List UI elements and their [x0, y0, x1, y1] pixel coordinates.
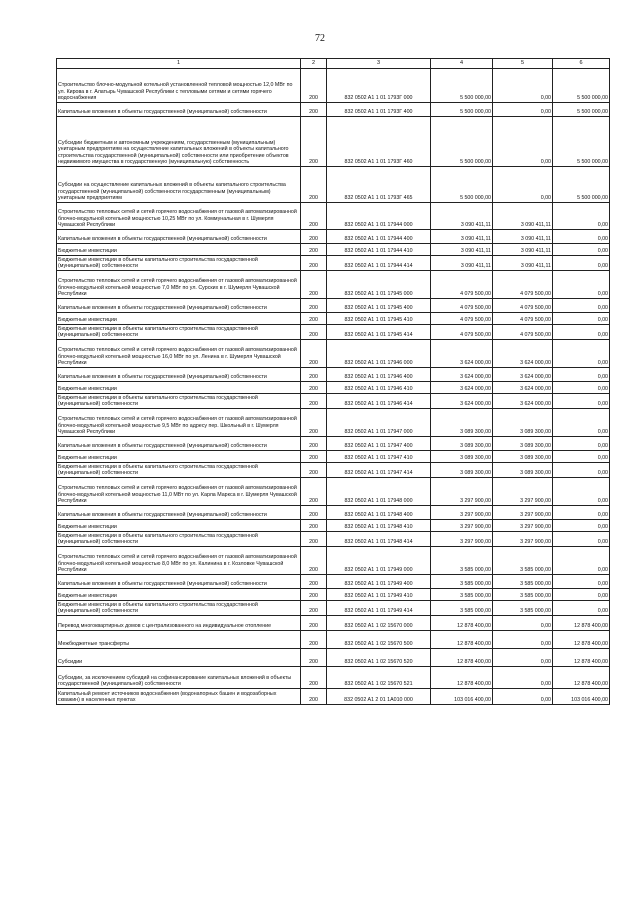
row-amount-federal-cell: 0,00 — [493, 631, 553, 649]
row-admin-cell: 200 — [301, 271, 327, 299]
row-code-cell: 832 0502 A1 1 02 15670 000 — [327, 616, 431, 631]
row-amount-federal-cell: 3 297 900,00 — [493, 478, 553, 506]
row-amount-republic-cell: 0,00 — [553, 575, 610, 589]
row-name-cell: Бюджетные инвестиции — [57, 313, 301, 325]
table-row — [57, 451, 610, 463]
table-row — [57, 689, 610, 705]
row-admin-cell: 200 — [301, 631, 327, 649]
row-admin-cell: 200 — [301, 478, 327, 506]
table-row — [57, 271, 610, 299]
row-admin-cell: 200 — [301, 368, 327, 382]
row-amount-total-cell: 3 297 900,00 — [431, 532, 493, 547]
row-name-cell: Субсидии — [57, 649, 301, 667]
row-amount-republic-cell: 0,00 — [553, 244, 610, 256]
row-admin-cell: 200 — [301, 689, 327, 705]
row-amount-total-cell: 12 878 400,00 — [431, 649, 493, 667]
row-amount-total-cell: 4 079 500,00 — [431, 299, 493, 313]
row-amount-republic-cell: 5 500 000,00 — [553, 117, 610, 167]
row-amount-republic-cell: 0,00 — [553, 271, 610, 299]
row-amount-federal-cell: 3 090 411,11 — [493, 244, 553, 256]
table-row — [57, 532, 610, 547]
table-row — [57, 506, 610, 520]
row-amount-federal-cell: 4 079 500,00 — [493, 325, 553, 340]
row-name-cell: Строительство тепловых сетей и сетей горячего водоснабжения от газовой автоматизированной блочно-модульной котельной мощностью 10,25 МВт по ул. Коммунальная в г. Шумерля Чувашской Республики — [57, 203, 301, 230]
row-code-cell: 832 0502 A1 1 01 17948 414 — [327, 532, 431, 547]
row-admin-cell: 200 — [301, 649, 327, 667]
row-amount-total-cell: 3 297 900,00 — [431, 520, 493, 532]
row-code-cell: 832 0502 A1 1 01 1793Г 460 — [327, 117, 431, 167]
row-amount-federal-cell: 0,00 — [493, 69, 553, 103]
row-name-cell: Капитальные вложения в объекты государственной (муниципальной) собственности — [57, 299, 301, 313]
row-code-cell: 832 0502 A1 1 01 17947 410 — [327, 451, 431, 463]
row-amount-republic-cell: 0,00 — [553, 325, 610, 340]
row-name-cell: Строительство тепловых сетей и сетей горячего водоснабжения от газовой автоматизированной блочно-модульной котельной мощностью 16,0 МВт по ул. Ленина в г. Шумерля Чувашской Республики — [57, 340, 301, 368]
table-row — [57, 463, 610, 478]
row-name-cell: Строительство блочно-модульной котельной установленной тепловой мощностью 12,0 МВт по ул. Кирова в г. Алатырь Чувашской Республики с тепловыми сетями и сетями горячего водоснабжения — [57, 69, 301, 103]
row-amount-total-cell: 3 624 000,00 — [431, 368, 493, 382]
row-amount-federal-cell: 3 624 000,00 — [493, 382, 553, 394]
row-name-cell: Бюджетные инвестиции — [57, 451, 301, 463]
row-amount-republic-cell: 12 878 400,00 — [553, 649, 610, 667]
row-name-cell: Строительство тепловых сетей и сетей горячего водоснабжения от газовой автоматизированной блочно-модульной котельной мощностью 7,0 МВт по ул. Сурских в г. Шумерля Чувашской Республики — [57, 271, 301, 299]
row-admin-cell: 200 — [301, 299, 327, 313]
row-amount-federal-cell: 3 624 000,00 — [493, 340, 553, 368]
row-amount-total-cell: 3 585 000,00 — [431, 575, 493, 589]
row-amount-republic-cell: 5 500 000,00 — [553, 167, 610, 203]
row-amount-total-cell: 3 297 900,00 — [431, 478, 493, 506]
row-amount-total-cell: 3 089 300,00 — [431, 451, 493, 463]
row-amount-federal-cell: 3 090 411,11 — [493, 256, 553, 271]
column-header: 3 — [327, 59, 431, 69]
table-row — [57, 69, 610, 103]
row-amount-total-cell: 3 297 900,00 — [431, 506, 493, 520]
row-code-cell: 832 0502 A1 1 01 1793Г 000 — [327, 69, 431, 103]
row-amount-federal-cell: 0,00 — [493, 167, 553, 203]
row-amount-federal-cell: 3 297 900,00 — [493, 520, 553, 532]
row-amount-total-cell: 3 624 000,00 — [431, 340, 493, 368]
table-row — [57, 203, 610, 230]
row-name-cell: Бюджетные инвестиции — [57, 589, 301, 601]
row-admin-cell: 200 — [301, 167, 327, 203]
row-amount-total-cell: 4 079 500,00 — [431, 271, 493, 299]
row-amount-federal-cell: 0,00 — [493, 103, 553, 117]
row-admin-cell: 200 — [301, 463, 327, 478]
row-code-cell: 832 0502 A1 1 01 17945 410 — [327, 313, 431, 325]
column-number-row — [57, 59, 610, 69]
row-amount-federal-cell: 3 089 300,00 — [493, 451, 553, 463]
row-name-cell: Субсидии на осуществление капитальных вложений в объекты капитального строительства государственной (муниципальной) собственности государственным (муниципальным) унитарным предприятиям — [57, 167, 301, 203]
table-row — [57, 631, 610, 649]
row-code-cell: 832 0502 A1 1 01 17946 414 — [327, 394, 431, 409]
row-amount-federal-cell: 4 079 500,00 — [493, 299, 553, 313]
row-amount-republic-cell: 0,00 — [553, 478, 610, 506]
page-number: 72 — [315, 33, 325, 44]
row-admin-cell: 200 — [301, 340, 327, 368]
row-amount-republic-cell: 0,00 — [553, 256, 610, 271]
row-code-cell: 832 0502 A1 1 01 17944 414 — [327, 256, 431, 271]
row-admin-cell: 200 — [301, 409, 327, 437]
row-code-cell: 832 0502 A1 1 01 17946 000 — [327, 340, 431, 368]
row-amount-federal-cell: 4 079 500,00 — [493, 271, 553, 299]
column-header: 4 — [431, 59, 493, 69]
row-amount-total-cell: 3 090 411,11 — [431, 244, 493, 256]
table-row — [57, 409, 610, 437]
table-body — [57, 69, 610, 705]
table-row — [57, 167, 610, 203]
row-amount-federal-cell: 4 079 500,00 — [493, 313, 553, 325]
row-name-cell: Бюджетные инвестиции в объекты капитального строительства государственной (муниципальной) собственности — [57, 256, 301, 271]
row-name-cell: Бюджетные инвестиции в объекты капитального строительства государственной (муниципальной) собственности — [57, 601, 301, 616]
row-code-cell: 832 0502 A1 1 01 17944 000 — [327, 203, 431, 230]
row-code-cell: 832 0502 A1 1 01 1793Г 465 — [327, 167, 431, 203]
row-amount-federal-cell: 0,00 — [493, 616, 553, 631]
row-code-cell: 832 0502 A1 1 02 15670 500 — [327, 631, 431, 649]
row-amount-total-cell: 3 089 300,00 — [431, 437, 493, 451]
row-admin-cell: 200 — [301, 313, 327, 325]
row-amount-federal-cell: 0,00 — [493, 117, 553, 167]
row-amount-republic-cell: 0,00 — [553, 451, 610, 463]
row-admin-cell: 200 — [301, 506, 327, 520]
row-amount-total-cell: 5 500 000,00 — [431, 103, 493, 117]
table-row — [57, 547, 610, 575]
row-admin-cell: 200 — [301, 451, 327, 463]
row-code-cell: 832 0502 A1 1 02 15670 521 — [327, 667, 431, 689]
row-amount-republic-cell: 0,00 — [553, 409, 610, 437]
row-amount-total-cell: 12 878 400,00 — [431, 631, 493, 649]
row-amount-republic-cell: 0,00 — [553, 382, 610, 394]
row-amount-federal-cell: 3 585 000,00 — [493, 547, 553, 575]
row-amount-federal-cell: 3 089 300,00 — [493, 463, 553, 478]
row-admin-cell: 200 — [301, 394, 327, 409]
row-admin-cell: 200 — [301, 244, 327, 256]
row-amount-republic-cell: 0,00 — [553, 368, 610, 382]
row-admin-cell: 200 — [301, 601, 327, 616]
row-amount-federal-cell: 3 585 000,00 — [493, 601, 553, 616]
row-admin-cell: 200 — [301, 230, 327, 244]
table-row — [57, 394, 610, 409]
table-row — [57, 649, 610, 667]
row-admin-cell: 200 — [301, 69, 327, 103]
row-amount-republic-cell: 0,00 — [553, 299, 610, 313]
row-name-cell: Бюджетные инвестиции — [57, 382, 301, 394]
row-amount-republic-cell: 0,00 — [553, 506, 610, 520]
row-admin-cell: 200 — [301, 520, 327, 532]
table-row — [57, 103, 610, 117]
row-admin-cell: 200 — [301, 325, 327, 340]
table-row — [57, 382, 610, 394]
row-amount-republic-cell: 0,00 — [553, 313, 610, 325]
row-amount-federal-cell: 3 624 000,00 — [493, 368, 553, 382]
row-amount-republic-cell: 0,00 — [553, 520, 610, 532]
row-code-cell: 832 0502 A1 1 01 17949 414 — [327, 601, 431, 616]
row-code-cell: 832 0502 A1 1 01 17949 000 — [327, 547, 431, 575]
row-amount-total-cell: 5 500 000,00 — [431, 117, 493, 167]
row-amount-republic-cell: 0,00 — [553, 463, 610, 478]
row-amount-total-cell: 3 089 300,00 — [431, 463, 493, 478]
row-code-cell: 832 0502 A1 1 01 17948 000 — [327, 478, 431, 506]
table-row — [57, 589, 610, 601]
row-name-cell: Субсидии, за исключением субсидий на софинансирование капитальных вложений в объекты государственной (муниципальной) собственности — [57, 667, 301, 689]
row-code-cell: 832 0502 A1 2 01 1A010 000 — [327, 689, 431, 705]
row-amount-total-cell: 3 090 411,11 — [431, 230, 493, 244]
table-row — [57, 230, 610, 244]
column-header: 2 — [301, 59, 327, 69]
row-amount-total-cell: 3 090 411,11 — [431, 203, 493, 230]
row-amount-republic-cell: 0,00 — [553, 601, 610, 616]
row-amount-republic-cell: 0,00 — [553, 532, 610, 547]
row-amount-federal-cell: 3 585 000,00 — [493, 589, 553, 601]
row-code-cell: 832 0502 A1 1 01 17947 400 — [327, 437, 431, 451]
row-code-cell: 832 0502 A1 1 01 17945 000 — [327, 271, 431, 299]
row-amount-federal-cell: 0,00 — [493, 689, 553, 705]
table-row — [57, 368, 610, 382]
row-name-cell: Капитальные вложения в объекты государственной (муниципальной) собственности — [57, 230, 301, 244]
row-amount-republic-cell: 0,00 — [553, 340, 610, 368]
row-code-cell: 832 0502 A1 1 01 17944 400 — [327, 230, 431, 244]
row-name-cell: Капитальный ремонт источников водоснабжения (водонапорных башен и водозаборных скважин) в населенных пунктах — [57, 689, 301, 705]
row-amount-total-cell: 3 624 000,00 — [431, 382, 493, 394]
row-code-cell: 832 0502 A1 1 01 17945 400 — [327, 299, 431, 313]
row-code-cell: 832 0502 A1 1 01 17947 414 — [327, 463, 431, 478]
row-amount-republic-cell: 0,00 — [553, 437, 610, 451]
row-admin-cell: 200 — [301, 382, 327, 394]
row-amount-federal-cell: 3 297 900,00 — [493, 532, 553, 547]
row-name-cell: Перевод многоквартирных домов с централизованного на индивидуальное отопление — [57, 616, 301, 631]
row-name-cell: Бюджетные инвестиции в объекты капитального строительства государственной (муниципальной) собственности — [57, 463, 301, 478]
table-row — [57, 117, 610, 167]
row-code-cell: 832 0502 A1 1 01 17944 410 — [327, 244, 431, 256]
row-admin-cell: 200 — [301, 103, 327, 117]
row-name-cell: Капитальные вложения в объекты государственной (муниципальной) собственности — [57, 437, 301, 451]
row-code-cell: 832 0502 A1 1 01 17946 410 — [327, 382, 431, 394]
table-row — [57, 244, 610, 256]
table-row — [57, 437, 610, 451]
row-amount-total-cell: 3 585 000,00 — [431, 589, 493, 601]
row-name-cell: Бюджетные инвестиции в объекты капитального строительства государственной (муниципальной) собственности — [57, 394, 301, 409]
row-code-cell: 832 0502 A1 1 01 17948 410 — [327, 520, 431, 532]
row-admin-cell: 200 — [301, 203, 327, 230]
row-amount-total-cell: 3 089 300,00 — [431, 409, 493, 437]
row-name-cell: Бюджетные инвестиции в объекты капитального строительства государственной (муниципальной) собственности — [57, 325, 301, 340]
table-row — [57, 667, 610, 689]
row-amount-federal-cell: 3 090 411,11 — [493, 230, 553, 244]
row-amount-federal-cell: 3 089 300,00 — [493, 437, 553, 451]
table-row — [57, 256, 610, 271]
row-amount-republic-cell: 12 878 400,00 — [553, 667, 610, 689]
row-amount-total-cell: 3 585 000,00 — [431, 601, 493, 616]
row-amount-total-cell: 12 878 400,00 — [431, 667, 493, 689]
row-admin-cell: 200 — [301, 575, 327, 589]
row-name-cell: Строительство тепловых сетей и сетей горячего водоснабжения от газовой автоматизированной блочно-модульной котельной мощностью 11,0 МВт по ул. Карла Маркса в г. Шумерля Чувашской Республики — [57, 478, 301, 506]
row-amount-republic-cell: 5 500 000,00 — [553, 103, 610, 117]
row-code-cell: 832 0502 A1 1 01 17945 414 — [327, 325, 431, 340]
row-admin-cell: 200 — [301, 667, 327, 689]
row-amount-total-cell: 5 500 000,00 — [431, 167, 493, 203]
row-amount-republic-cell: 0,00 — [553, 547, 610, 575]
row-amount-republic-cell: 0,00 — [553, 589, 610, 601]
row-amount-total-cell: 3 585 000,00 — [431, 547, 493, 575]
table-row — [57, 313, 610, 325]
table-row — [57, 325, 610, 340]
row-amount-federal-cell: 3 090 411,11 — [493, 203, 553, 230]
table-row — [57, 478, 610, 506]
column-header: 5 — [493, 59, 553, 69]
row-amount-federal-cell: 3 297 900,00 — [493, 506, 553, 520]
row-amount-federal-cell: 3 624 000,00 — [493, 394, 553, 409]
row-code-cell: 832 0502 A1 1 01 17949 410 — [327, 589, 431, 601]
row-code-cell: 832 0502 A1 1 02 15670 520 — [327, 649, 431, 667]
table-row — [57, 340, 610, 368]
table-row — [57, 601, 610, 616]
row-amount-total-cell: 4 079 500,00 — [431, 313, 493, 325]
row-code-cell: 832 0502 A1 1 01 17948 400 — [327, 506, 431, 520]
row-admin-cell: 200 — [301, 437, 327, 451]
row-admin-cell: 200 — [301, 532, 327, 547]
row-amount-total-cell: 3 090 411,11 — [431, 256, 493, 271]
table-row — [57, 575, 610, 589]
row-name-cell: Субсидии бюджетным и автономным учреждениям, государственным (муниципальным) унитарным предприятиям на осуществление капитальных вложений в объекты капитального строительства государственной (муниципальной) собственности или приобретение объектов недвижимого имущества в государственную (муниципальную) собственность — [57, 117, 301, 167]
row-amount-federal-cell: 3 585 000,00 — [493, 575, 553, 589]
row-admin-cell: 200 — [301, 616, 327, 631]
row-amount-federal-cell: 0,00 — [493, 667, 553, 689]
budget-table — [56, 58, 610, 705]
row-name-cell: Бюджетные инвестиции — [57, 244, 301, 256]
row-code-cell: 832 0502 A1 1 01 1793Г 400 — [327, 103, 431, 117]
table-row — [57, 520, 610, 532]
column-header: 1 — [57, 59, 301, 69]
row-name-cell: Межбюджетные трансферты — [57, 631, 301, 649]
row-admin-cell: 200 — [301, 117, 327, 167]
row-admin-cell: 200 — [301, 256, 327, 271]
row-name-cell: Капитальные вложения в объекты государственной (муниципальной) собственности — [57, 368, 301, 382]
table-row — [57, 616, 610, 631]
row-name-cell: Капитальные вложения в объекты государственной (муниципальной) собственности — [57, 506, 301, 520]
row-amount-total-cell: 103 016 400,00 — [431, 689, 493, 705]
row-amount-republic-cell: 103 016 400,00 — [553, 689, 610, 705]
row-name-cell: Строительство тепловых сетей и сетей горячего водоснабжения от газовой автоматизированной блочно-модульной котельной мощностью 8,0 МВт по ул. Калинина в г. Козловке Чувашской Республики — [57, 547, 301, 575]
row-amount-federal-cell: 0,00 — [493, 649, 553, 667]
row-code-cell: 832 0502 A1 1 01 17946 400 — [327, 368, 431, 382]
row-amount-republic-cell: 0,00 — [553, 230, 610, 244]
row-code-cell: 832 0502 A1 1 01 17949 400 — [327, 575, 431, 589]
row-admin-cell: 200 — [301, 589, 327, 601]
row-amount-republic-cell: 5 500 000,00 — [553, 69, 610, 103]
row-amount-republic-cell: 12 878 400,00 — [553, 616, 610, 631]
row-code-cell: 832 0502 A1 1 01 17947 000 — [327, 409, 431, 437]
row-amount-total-cell: 12 878 400,00 — [431, 616, 493, 631]
row-amount-federal-cell: 3 089 300,00 — [493, 409, 553, 437]
row-admin-cell: 200 — [301, 547, 327, 575]
row-amount-republic-cell: 0,00 — [553, 203, 610, 230]
row-amount-total-cell: 4 079 500,00 — [431, 325, 493, 340]
row-amount-total-cell: 5 500 000,00 — [431, 69, 493, 103]
column-header: 6 — [553, 59, 610, 69]
row-name-cell: Бюджетные инвестиции в объекты капитального строительства государственной (муниципальной) собственности — [57, 532, 301, 547]
row-name-cell: Капитальные вложения в объекты государственной (муниципальной) собственности — [57, 103, 301, 117]
row-amount-republic-cell: 12 878 400,00 — [553, 631, 610, 649]
row-amount-republic-cell: 0,00 — [553, 394, 610, 409]
row-amount-total-cell: 3 624 000,00 — [431, 394, 493, 409]
table-row — [57, 299, 610, 313]
row-name-cell: Строительство тепловых сетей и сетей горячего водоснабжения от газовой автоматизированной блочно-модульной котельной мощностью 9,5 МВт по адресу пер. Школьный в г. Шумерля Чувашской Республики — [57, 409, 301, 437]
row-name-cell: Капитальные вложения в объекты государственной (муниципальной) собственности — [57, 575, 301, 589]
row-name-cell: Бюджетные инвестиции — [57, 520, 301, 532]
